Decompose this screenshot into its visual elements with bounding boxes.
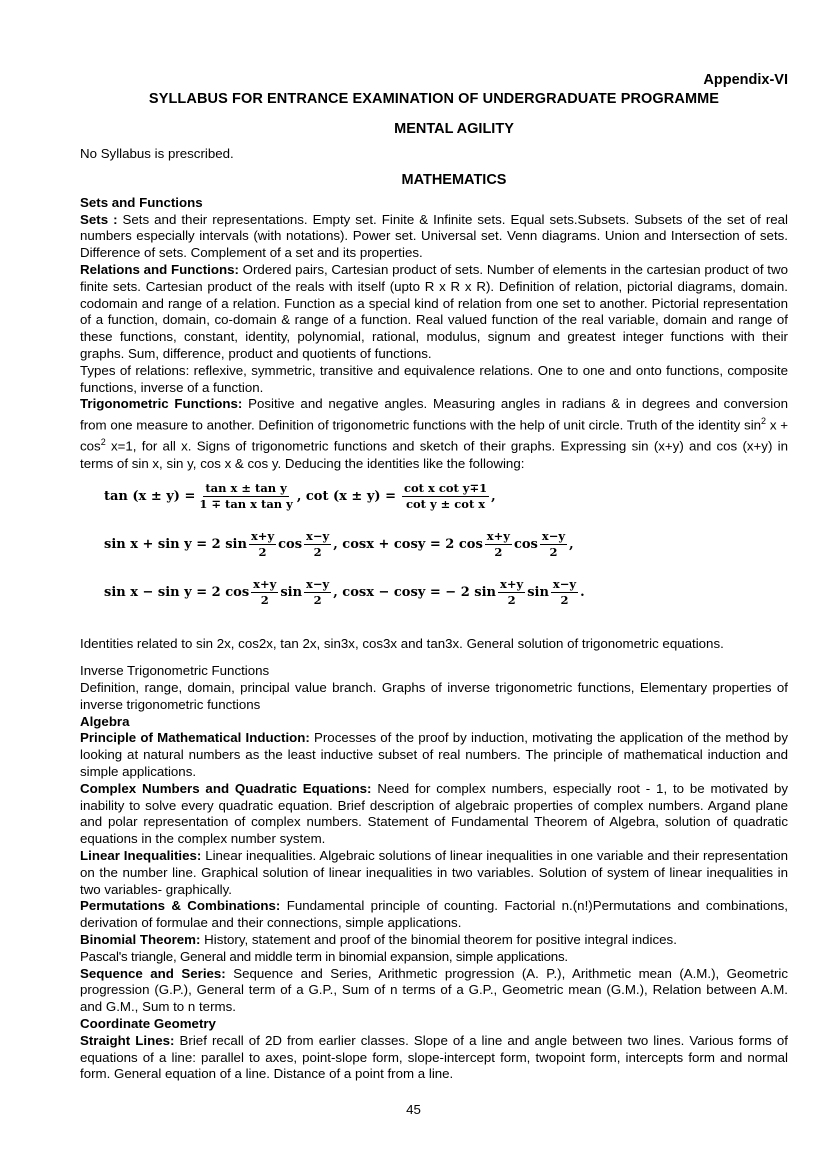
sets-text: Sets and their representations. Empty set. Finite & Infinite sets. Equal sets.Subsets. Subsets of the set of real numbers especially intervals (with notations). Power set. Universal set. Venn diagrams. Union and Intersection of sets. Difference of sets. Complement of a set and its properties. xyxy=(80,211,788,261)
f2-n3: x+y xyxy=(486,529,510,544)
f3-n1: x+y xyxy=(253,577,277,592)
perm-text: Fundamental principle of counting. Factorial n.(n!)Permutations and combinations, derivation of formulae and their connections, simple applications. xyxy=(80,898,788,931)
f3-d3: 2 xyxy=(507,593,516,608)
f2-frac-3 xyxy=(485,530,512,559)
linear-paragraph xyxy=(80,848,788,898)
sets-paragraph xyxy=(80,212,788,262)
trig-paragraph xyxy=(80,396,788,472)
f2-end: , xyxy=(569,537,574,553)
f2-frac-4 xyxy=(540,530,567,559)
f3-lhs: sin x − sin y = 2 cos xyxy=(104,585,250,601)
f1-lhs: tan (x ± y) = xyxy=(104,489,196,505)
complex-text: Need for complex numbers, especially root - 1, to be motivated by inability to solve every quadratic equation. Brief description of algebraic properties of complex numbers. Argand plane and polar representation of complex numbers. Statement of Fundamental Theorem of Algebra, solution of quadratic equations in the complex number system. xyxy=(80,780,789,847)
binomial-text: History, statement and proof of the binomial theorem for positive integral indices. xyxy=(200,931,677,947)
sets-label: Sets : xyxy=(80,211,118,227)
trig-sup-2: 2 xyxy=(100,437,106,448)
mental-agility-text: No Syllabus is prescribed. xyxy=(80,146,234,161)
algebra-heading: Algebra xyxy=(80,713,130,729)
f2-d2: 2 xyxy=(313,545,322,560)
coordinate-geometry-heading: Coordinate Geometry xyxy=(80,1015,216,1031)
f2-lhs: sin x + sin y = 2 sin xyxy=(104,537,247,553)
inverse-trig-text: Definition, range, domain, principal value branch. Graphs of inverse trigonometric functions, Elementary properties of inverse trigonometric functions xyxy=(80,679,788,712)
trig-formulas xyxy=(104,482,788,630)
document-page xyxy=(80,72,788,1083)
trig-text-1: Positive and negative angles. Measuring angles in radians & in degrees and conversion from one measure to another. Definition of trigonometric functions with the help of unit circle. Truth of the identity sin xyxy=(80,396,788,433)
f1-num2: cot x cot y∓1 xyxy=(403,481,488,496)
types-paragraph: Types of relations: reflexive, symmetric, transitive and equivalence relations. One to one and onto functions, composite functions, inverse of a function. xyxy=(80,362,788,395)
linear-text: Linear inequalities. Algebraic solutions of linear inequalities in one variable and their representation on the number line. Graphical solution of linear inequalities in two variables. Solution of system of linear inequalities in two variables- graphically. xyxy=(80,847,788,897)
page-number: 45 xyxy=(406,1102,421,1117)
induction-label: Principle of Mathematical Induction: xyxy=(80,730,310,746)
f2-cos2: cos xyxy=(513,537,538,553)
complex-paragraph xyxy=(80,781,788,848)
f1-den2: cot y ± cot x xyxy=(405,497,486,512)
f3-n4: x−y xyxy=(552,577,577,592)
f3-mid: , cosx − cosy = − 2 sin xyxy=(333,585,496,601)
f2-n2: x−y xyxy=(306,529,330,544)
f2-d1: 2 xyxy=(258,545,267,560)
induction-paragraph xyxy=(80,730,788,780)
f1-fraction-1 xyxy=(197,482,294,511)
f2-frac-2 xyxy=(304,530,331,559)
perm-paragraph xyxy=(80,898,788,932)
trig-sup-1: 2 xyxy=(761,416,767,427)
straight-lines-paragraph xyxy=(80,1033,788,1083)
f3-n3: x+y xyxy=(500,577,524,592)
sequence-label: Sequence and Series: xyxy=(80,965,226,981)
f1-fraction-2 xyxy=(402,482,489,511)
linear-label: Linear Inequalities: xyxy=(80,847,202,863)
document-title: SYLLABUS FOR ENTRANCE EXAMINATION OF UNDERGRADUATE PROGRAMME xyxy=(148,91,720,107)
relations-paragraph xyxy=(80,262,788,363)
f3-end: . xyxy=(580,585,585,601)
pascal-text: Pascal's triangle, General and middle term in binomial expansion, simple applications. xyxy=(80,948,568,964)
mental-agility-heading: MENTAL AGILITY xyxy=(394,121,514,137)
sets-functions-heading: Sets and Functions xyxy=(80,194,203,210)
f2-frac-1 xyxy=(249,530,276,559)
lines-label: Straight Lines: xyxy=(80,1032,175,1048)
f3-sin: sin xyxy=(280,585,303,601)
mathematics-heading: MATHEMATICS xyxy=(401,171,507,188)
f1-num: tan x ± tan y xyxy=(205,481,287,496)
induction-text: Processes of the proof by induction, motivating the application of the method by looking at natural numbers as the least inductive subset of real numbers. The principle of mathematical induction and simple applications. xyxy=(80,730,788,779)
f2-d3: 2 xyxy=(494,545,503,560)
binomial-paragraph xyxy=(80,932,788,949)
f3-sin2: sin xyxy=(527,585,549,601)
f2-n4: x−y xyxy=(541,529,566,544)
trig-text-3: x=1, for all x. Signs of trigonometric functions and sketch of their graphs. Expressing sin (x+y) and cos (x+y) in terms of sin x, sin y, cos x & cos y. Deducing the identities like the following: xyxy=(80,438,788,471)
f1-mid: , cot (x ± y) = xyxy=(296,489,396,505)
identities-paragraph: Identities related to sin 2x, cos2x, tan 2x, sin3x, cos3x and tan3x. General solution of trigonometric equations. xyxy=(80,636,724,652)
f2-n1: x+y xyxy=(250,529,275,544)
appendix-label: Appendix-VI xyxy=(703,72,788,88)
trig-label: Trigonometric Functions: xyxy=(80,396,243,412)
complex-label: Complex Numbers and Quadratic Equations: xyxy=(80,780,372,796)
f1-den: 1 ∓ tan x tan y xyxy=(199,497,293,512)
f3-frac-1 xyxy=(251,578,278,607)
f2-cos: cos xyxy=(278,537,303,553)
sequence-text: Sequence and Series, Arithmetic progression (A. P.), Arithmetic mean (A.M.), Geometric progression (G.P.), General term of a G.P., Sum of n terms of a G.P., Geometric mean (G.M.), Relation between A.M. and G.M., Sum to n terms. xyxy=(80,965,788,1015)
f3-d1: 2 xyxy=(260,593,269,608)
f3-d2: 2 xyxy=(313,593,322,608)
inverse-trig-heading: Inverse Trigonometric Functions xyxy=(80,663,270,679)
formula-tan-cot xyxy=(104,482,496,511)
trig-text-2: x + cos xyxy=(80,417,788,454)
relations-label: Relations and Functions: xyxy=(80,261,239,277)
f3-d4: 2 xyxy=(560,593,569,608)
formula-sum xyxy=(104,530,574,559)
f2-d4: 2 xyxy=(549,545,558,560)
sequence-paragraph xyxy=(80,966,788,1016)
binomial-label: Binomial Theorem: xyxy=(80,931,201,947)
relations-text: Ordered pairs, Cartesian product of sets. Number of elements in the cartesian product of two finite sets. Cartesian product of the reals with itself (upto R x R x R). Definition of relation, pictorial diagrams, domain. codomain and range of a relation. Function as a special kind of relation from one set to another. Pictorial representation of a function, domain, co-domain & range of a function. Real valued function of the real variable, domain and range of these functions, constant, identity, polynomial, rational, modulus, signum and greatest integer functions with their graphs. Sum, difference, product and quotients of functions. xyxy=(80,261,788,361)
perm-label: Permutations & Combinations: xyxy=(80,898,281,914)
f2-mid: , cosx + cosy = 2 cos xyxy=(333,537,483,553)
f3-frac-2 xyxy=(304,578,331,607)
f3-frac-3 xyxy=(498,578,525,607)
f3-n2: x−y xyxy=(306,577,330,592)
lines-text: Brief recall of 2D from earlier classes. Slope of a line and angle between two lines. Various forms of equations of a line: parallel to axes, point-slope form, slope-intercept form, twopoint form, intercepts form and normal form. General equation of a line. Distance of a point from a line. xyxy=(80,1032,788,1082)
formula-difference xyxy=(104,578,585,607)
f1-end: , xyxy=(491,489,496,505)
f3-frac-4 xyxy=(551,578,578,607)
